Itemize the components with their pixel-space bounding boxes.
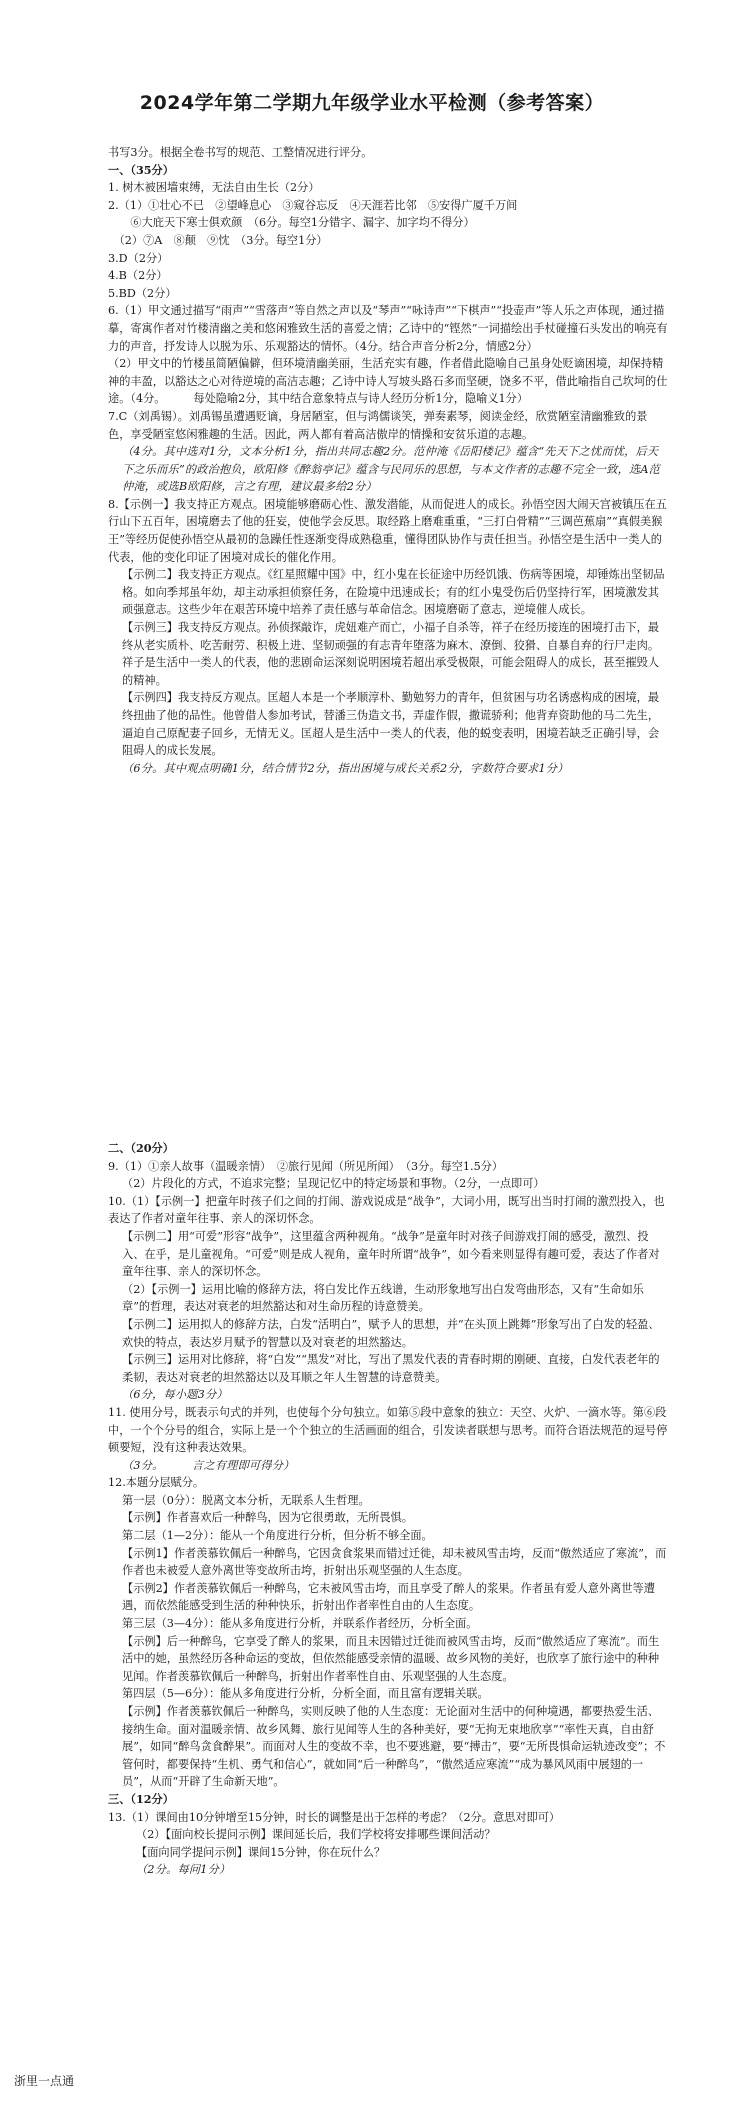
scoring-note: （6分，每小题3分） <box>122 1388 228 1402</box>
section-heading: 二、（20分） <box>108 1141 174 1155</box>
answer-example: 【示例三】我支持反方观点。孙侦探敲诈，虎妞难产而亡，小福子自杀等，祥子在经历接连的困境打击下，最终从老实质朴、吃苦耐劳、积极上进、坚韧顽强的有志青年堕落为麻木、潦倒、狡猾、自暴自弃的行尸走肉。祥子是生活中一类人的代表，他的悲剧命运深刻说明困境若超出承受极限，可能会阻碍人的成长，甚至摧毁人的精神。 <box>122 621 660 687</box>
answer-example: 【示例1】作者羡慕钦佩后一种醉鸟，它因贪食浆果而错过迁徙，却未被风雪击垮，反而“傲然适应了寒流”，而作者也未被爱人意外离世等变故所击垮，折射出乐观坚强的人生态度。 <box>122 1546 667 1578</box>
section-heading: 一、（35分） <box>108 162 174 177</box>
answer-example: 【示例】作者羡慕钦佩后一种醉鸟，实则反映了他的人生态度：无论面对生活中的何种境遇，都要热爱生活、接纳生命。面对温暖亲情、故乡风舞、旅行见闻等人生的各种美好，要“无拘无束地欣享”“率性天真，自由舒展”，如同“醉鸟贪食醉果”。而面对人生的变故不幸，也不要逃避，要“搏击”，要“无所畏惧命运轨迹改变”；不管何时，都要保持“生机、勇气和信心”，就如同“后一种醉鸟”，“傲然适应寒流”“成为暴风风雨中展翅的一员”，从而“开辟了生命新天地”。 <box>122 1705 666 1789</box>
scoring-note: （2分。每问1分） <box>136 1863 231 1877</box>
writing-score-note: 书写3分。根据全卷书写的规范、工整情况进行评分。 <box>108 146 373 159</box>
answer-item: 2.（1）①壮心不已 ②望峰息心 ③窥谷忘反 ④天涯若比邻 ⑤安得广厦千万间 <box>108 198 518 212</box>
answer-item: 12.本题分层赋分。 <box>108 1476 205 1490</box>
scoring-note: （3分。 言之有理即可得分） <box>122 1458 295 1472</box>
scoring-level: 第二层（1—2分）：能从一个角度进行分析，但分析不够全面。 <box>122 1529 433 1543</box>
answer-example: 【示例2】作者羡慕钦佩后一种醉鸟，它未被风雪击垮，而且享受了醉人的浆果。作者虽有爱人意外离世等遭遇，而依然能感受到生活的种种快乐，折射出作者率性自由的人生态度。 <box>122 1581 655 1613</box>
answer-example: 【示例四】我支持反方观点。匡超人本是一个孝顺淳朴、勤勉努力的青年，但贫困与功名诱惑构成的困境，最终扭曲了他的品性。他曾借人参加考试，替潘三伪造文书，弄虚作假，撒谎骄利；他背弃资助他的马二先生，逼迫自己原配妻子回乡，无情无义。匡超人是生活中一类人的代表，他的蜕变表明，困境若缺乏正确引导，会阻碍人的成长发展。 <box>122 691 660 758</box>
answer-item: 6.（1）甲文通过描写“雨声”“雪落声”等自然之声以及“琴声”“咏诗声”“下棋声”“投壶声”等人乐之声体现，通过描摹，寄寓作者对竹楼清幽之美和悠闲雅致生活的喜爱之情；乙诗中的“铿然”一词描绘出手杖碰撞石头发出的响亮有力的声音，抒发诗人以脱为乐、乐观豁达的情怀。（4分。结合声音分析2分，情感2分） <box>108 304 668 353</box>
answer-item: 9.（1）①亲人故事（温暖亲情） ②旅行见闻（所见所闻） （3分。每空1.5分） <box>108 1159 504 1173</box>
answer-item: 5.BD（2分） <box>108 286 177 300</box>
answer-item: （2）片段化的方式，不追求完整；呈现记忆中的特定场景和事物。（2分，一点即可） <box>122 1177 545 1191</box>
answer-example: 【面向同学提问示例】课间15分钟，你在玩什么？ <box>136 1845 386 1859</box>
answer-example: （2）【面向校长提问示例】课间延长后，我们学校将安排哪些课间活动？ <box>136 1828 496 1842</box>
answer-item: 8.【示例一】我支持正方观点。困境能够磨砺心性、激发潜能，从而促进人的成长。孙悟空因大闹天宫被镇压在五行山下五百年，困境磨去了他的狂妄，使他学会反思。取经路上磨难重重，“三打白骨精”“三调芭蕉扇”“真假美猴王”等经历促使孙悟空从最初的急躁任性逐渐变得成熟稳重，懂得团队协作与责任担当。孙悟空是生活中一类人的代表，他的变化印证了困境对成长的催化作用。 <box>108 497 667 564</box>
footer-watermark: 浙里一点通 <box>14 2074 75 2088</box>
answer-example: 【示例】作者喜欢后一种醉鸟，因为它很勇敢，无所畏惧。 <box>122 1511 413 1525</box>
section-heading: 三、（12分） <box>108 1791 174 1806</box>
answer-item: ⑥大庇天下寒士俱欢颜 （6分。每空1分错字、漏字、加字均不得分） <box>108 216 475 230</box>
answer-item: 13.（1）课间由10分钟增至15分钟，时长的调整是出于怎样的考虑？（2分。意思对即可） <box>108 1810 561 1824</box>
answer-item: 11. 使用分号，既表示句式的并列，也使每个分句独立。如第⑤段中意象的独立：天空、火炉、一滴水等。第⑥段中，一个个分号的组合，实际上是一个个独立的生活画面的组合，引发读者联想与思考。而符合语法规范的逗号停顿要短，没有这种表达效果。 <box>108 1405 668 1455</box>
answer-example: （2）【示例一】运用比喻的修辞方法，将白发比作五线谱，生动形象地写出白发弯曲形态，又有“生命如乐章”的哲理，表达对衰老的坦然豁达和对生命历程的诗意赞美。 <box>122 1282 644 1314</box>
answer-example: 【示例二】我支持正方观点。《红星照耀中国》中，红小鬼在长征途中历经饥饿、伤病等困境，却锤炼出坚韧品格。如向季邦虽年幼，却主动承担侦察任务，在险境中迅速成长；有的红小鬼受伤后仍坚持行军，困境激发其顽强意志。这些少年在艰苦环境中培养了责任感与革命信念。困境磨砺了意志，逆境催人成长。 <box>122 568 665 617</box>
answer-item: （2）甲文中的竹楼虽简陋偏僻，但环境清幽美丽，生活充实有趣，作者借此隐喻自己虽身处贬谪困境，却保持精神的丰盈，以豁达之心对待逆境的高洁志趣；乙诗中诗人写坡头路石多而坚硬，饶多不平，借此喻指自己坎坷的仕途。（4分。 每处隐喻2分，其中结合意象特点与诗人经历分析1分，隐喻义1分） <box>108 357 668 406</box>
section-one <box>108 144 668 777</box>
answer-item: 3.D（2分） <box>108 251 169 265</box>
scoring-level: 第三层（3—4分）：能从多角度进行分析，并联系作者经历，分析全面。 <box>122 1617 478 1631</box>
answer-item: 1. 树木被困墙束缚，无法自由生长（2分） <box>108 181 320 195</box>
scoring-level: 第一层（0分）：脱离文本分析，无联系人生哲理。 <box>122 1493 370 1507</box>
answer-item: 7.C（刘禹锡）。刘禹锡虽遭遇贬谪，身居陋室，但与鸿儒谈笑，弹奏素琴，阅读金经，欣赏陋室清幽雅致的景色，享受陋室悠闲雅趣的生活。因此，两人都有着高洁傲岸的情操和安贫乐道的志趣。 <box>108 409 648 441</box>
answer-item: 4.B（2分） <box>108 269 168 283</box>
scoring-note: （4分。其中选对1分，文本分析1分，指出共同志趣2分。范仲淹《岳阳楼记》蕴含“先天下之忧而忧，后天下之乐而乐”的政治抱负，欧阳修《醉翁亭记》蕴含与民同乐的思想，与本文作者的志趣不完全一致，选A范仲淹，或选B欧阳修，言之有理，建议最多给2分） <box>122 445 661 494</box>
answer-example: 【示例二】运用拟人的修辞方法，白发“活明白”，赋予人的思想，并“在头顶上跳舞”形象写出了白发的轻盈、欢快的特点，表达岁月赋予的智慧以及对衰老的坦然豁达。 <box>122 1317 660 1349</box>
scoring-note: （6分。其中观点明确1分，结合情节2分，指出困境与成长关系2分，字数符合要求1分） <box>122 761 569 775</box>
scoring-level: 第四层（5—6分）：能从多角度进行分析，分析全面，而且富有逻辑关联。 <box>122 1687 489 1701</box>
answer-example: 【示例三】运用对比修辞，将“白发”“黑发”对比，写出了黑发代表的青春时期的刚硬、直接，白发代表老年的柔韧，表达对衰老的坦然豁达以及耳顺之年人生智慧的诗意赞美。 <box>122 1353 660 1384</box>
answer-example: 【示例二】用“可爱”形容“战争”，这里蕴含两种视角。“战争”是童年时对孩子间游戏打闹的感受，激烈、投入、在乎，是儿童视角。“可爱”则是成人视角，童年时所谓“战争”，如今看来则显得有趣可爱，表达了作者对童年往事、亲人的深切怀念。 <box>122 1229 660 1279</box>
page-title: 2024学年第二学期九年级学业水平检测（参考答案） <box>139 92 605 114</box>
answer-example: 【示例】后一种醉鸟，它享受了醉人的浆果，而且未因错过迁徙而被风雪击垮，反而“傲然适应了寒流”。而生活中的她，虽然经历各种命运的变故，但依然能感受亲情的温暖、故乡风物的美好，也欣享了旅行途中的种种见闻。作者羡慕钦佩后一种醉鸟，折射出作者率性自由、乐观坚强的人生态度。 <box>122 1634 660 1683</box>
answer-item: （2）⑦A ⑧颠 ⑨忱 （3分。每空1分） <box>108 233 328 247</box>
answer-item: 10.（1）【示例一】把童年时孩子们之间的打闹、游戏说成是“战争”，大词小用，既写出当时打闹的激烈投入，也表达了作者对童年往事、亲人的深切怀念。 <box>108 1194 665 1226</box>
section-two <box>108 1140 668 1879</box>
